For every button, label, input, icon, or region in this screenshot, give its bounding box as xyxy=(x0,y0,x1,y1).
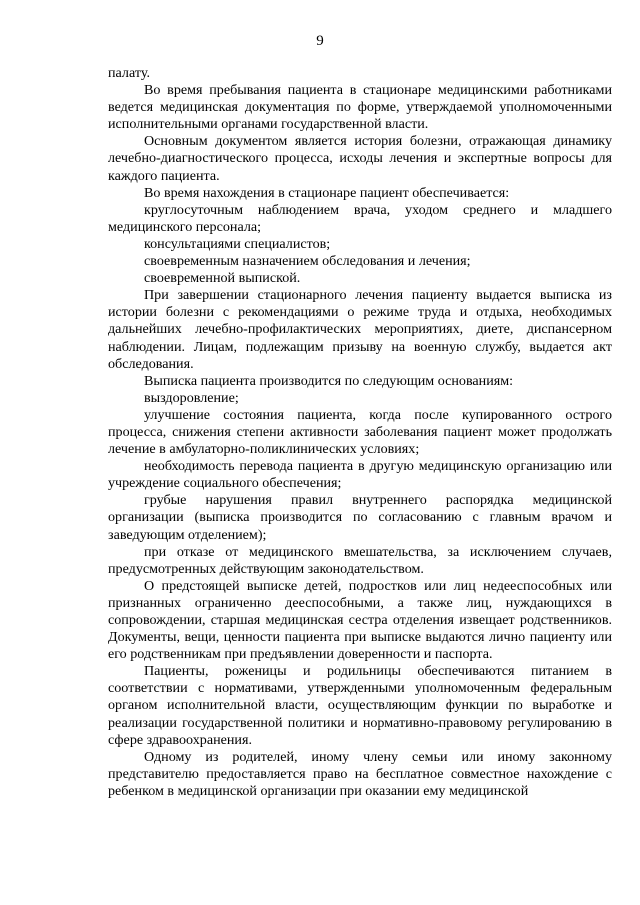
paragraph: Выписка пациента производится по следующим основаниям: xyxy=(144,372,514,389)
list-item: круглосуточным наблюдением врача, уходом среднего и младшего медицинского персонала; xyxy=(108,201,612,235)
paragraph: О предстоящей выписке детей, подростков или лиц недееспособных или признанных ограниченно дееспособными, а также лиц, нуждающихся в сопровождении, старшая медицинская сестра отделения извещает родственников. Документы, вещи, ценности пациента при выписке выдаются лично пациенту или его родственникам при предъявлении доверенности и паспорта. xyxy=(108,577,612,663)
paragraph: Во время нахождения в стационаре пациент обеспечивается: xyxy=(144,184,510,201)
list-item: необходимость перевода пациента в другую медицинскую организацию или учреждение социального обеспечения; xyxy=(108,458,612,492)
paragraph: Основным документом является история болезни, отражающая динамику лечебно-диагностического процесса, исходы лечения и экспертные вопросы для каждого пациента. xyxy=(108,133,612,184)
list-item: своевременной выпиской. xyxy=(144,270,301,287)
page-number: 9 xyxy=(316,33,324,49)
paragraph: При завершении стационарного лечения пациенту выдается выписка из истории болезни с рекомендациями о режиме труда и отдыха, необходимых дальнейших лечебно-профилактических мероприятиях, диете, диспансерном наблюдении. Лицам, подлежащим призыву на военную службу, выдается акт обследования. xyxy=(108,287,612,372)
list-item: грубые нарушения правил внутреннего распорядка медицинской организации (выписка производится по согласованию с главным врачом и заведующим отделением); xyxy=(108,492,612,543)
list-item: при отказе от медицинского вмешательства, за исключением случаев, предусмотренных действующим законодательством. xyxy=(108,543,612,577)
list-item: консультациями специалистов; xyxy=(144,235,331,252)
list-item: своевременным назначением обследования и лечения; xyxy=(144,253,471,270)
list-item: выздоровление; xyxy=(144,389,239,406)
paragraph: Во время пребывания пациента в стационаре медицинскими работниками ведется медицинская документация по форме, утверждаемой уполномоченными исполнительными органами государственной власти. xyxy=(108,82,612,133)
paragraph: Одному из родителей, иному члену семьи или иному законному представителю предоставляется право на бесплатное совместное нахождение с ребенком в медицинской организации при оказании ему медицинской xyxy=(108,748,612,799)
paragraph: Пациенты, роженицы и родильницы обеспечиваются питанием в соответствии с нормативами, утвержденными уполномоченным федеральным органом исполнительной власти, осуществляющим функции по выработке и реализации государственной политики и нормативно-правовому регулированию в сфере здравоохранения. xyxy=(108,663,612,748)
list-item: улучшение состояния пациента, когда после купированного острого процесса, снижения степени активности заболевания пациент может продолжать лечение в амбулаторно-поликлинических условиях; xyxy=(108,406,612,458)
paragraph: палату. xyxy=(108,65,150,81)
document-body xyxy=(108,65,612,800)
